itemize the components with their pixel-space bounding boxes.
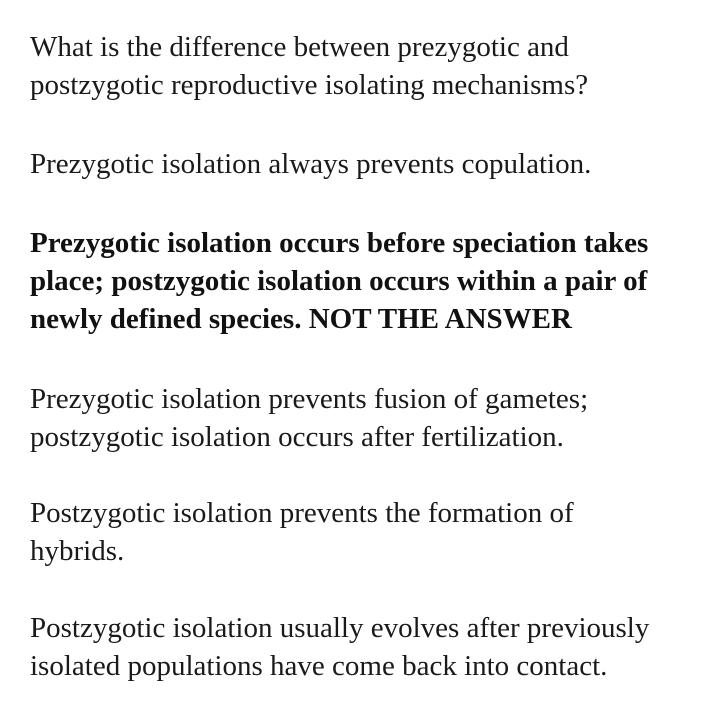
option-line: place; postzygotic isolation occurs within a pair of [30, 265, 648, 297]
option-line: Postzygotic isolation prevents the formation of [30, 497, 574, 529]
option-line: Prezygotic isolation prevents fusion of gametes; [30, 383, 589, 415]
option-line: Postzygotic isolation usually evolves after previously [30, 612, 650, 644]
answer-option-4[interactable] [30, 494, 710, 570]
question-line: What is the difference between prezygotic and [30, 31, 569, 63]
option-line: isolated populations have come back into contact. [30, 650, 608, 682]
answer-option-2[interactable] [30, 224, 710, 338]
option-line: hybrids. [30, 535, 125, 567]
option-line: Prezygotic isolation always prevents copulation. [30, 148, 592, 180]
option-line: Prezygotic isolation occurs before speciation takes [30, 227, 649, 259]
answer-option-1[interactable] [30, 145, 710, 183]
option-line: newly defined species. NOT THE ANSWER [30, 303, 572, 335]
question-text [30, 28, 710, 104]
answer-option-5[interactable] [30, 609, 710, 685]
option-line: postzygotic isolation occurs after fertilization. [30, 421, 564, 453]
question-line: postzygotic reproductive isolating mechanisms? [30, 69, 589, 101]
answer-option-3[interactable] [30, 380, 710, 456]
